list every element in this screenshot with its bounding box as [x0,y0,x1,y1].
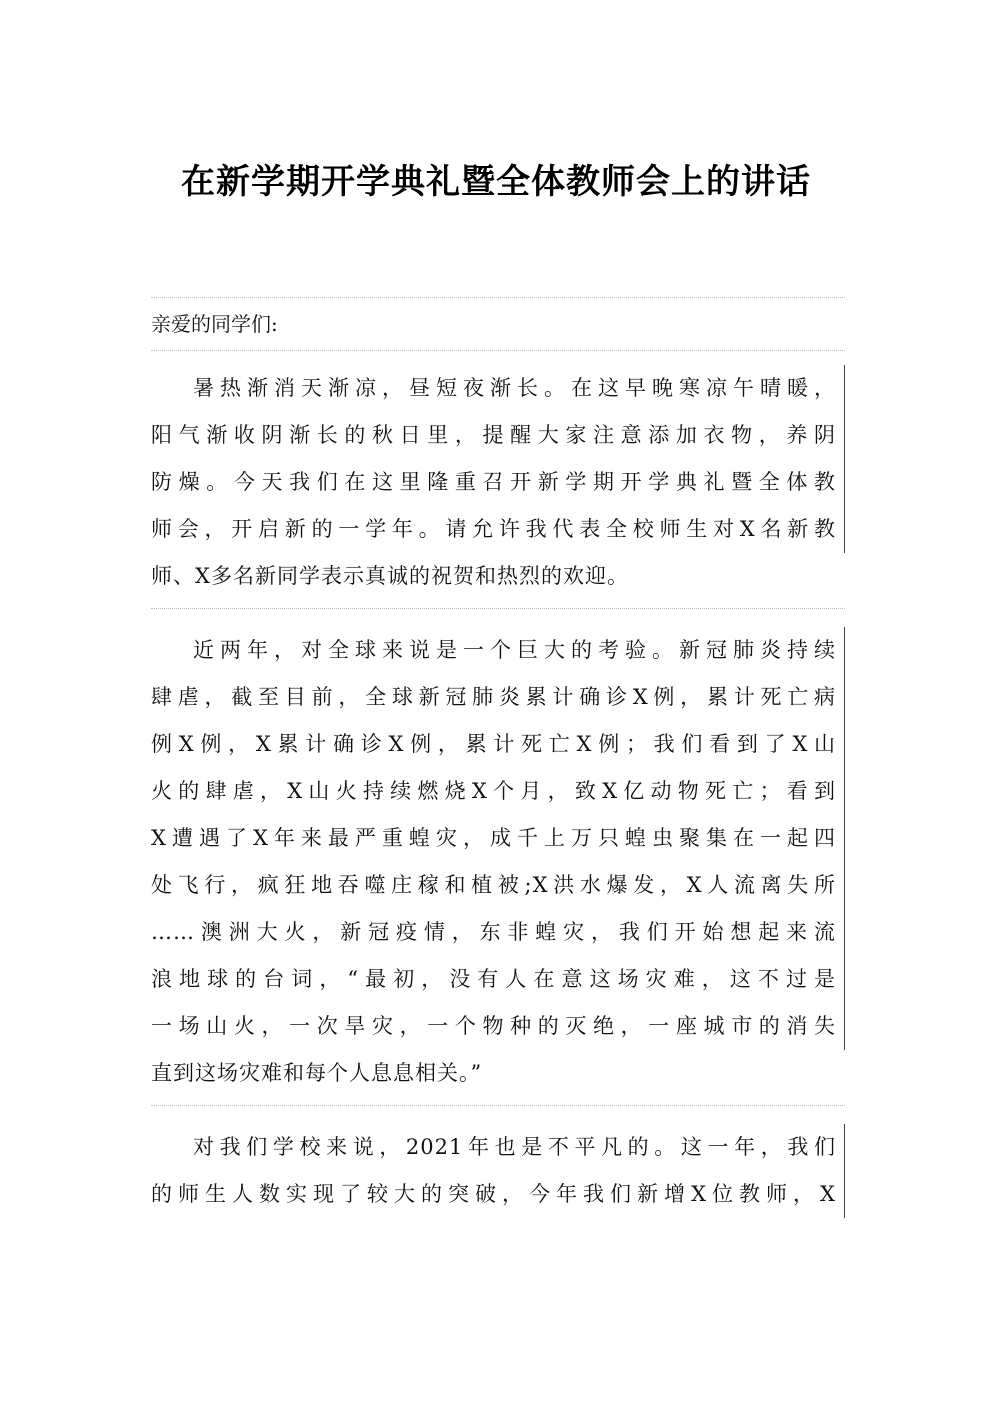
text-line: 例X例，X累计确诊X例，累计死亡X例；我们看到了X山 [151,721,845,768]
text-line: 师会，开启新的一学年。请允许我代表全校师生对X名新教 [151,506,845,553]
text-line: ……澳洲大火，新冠疫情，东非蝗灾，我们开始想起来流 [151,909,845,956]
document-body [151,297,845,1240]
text-line: 的师生人数实现了较大的突破，今年我们新增X位教师，X [151,1171,845,1218]
document-title: 在新学期开学典礼暨全体教师会上的讲话 [181,162,811,202]
paragraph-2 [151,623,845,1106]
text-line: 阳气渐收阴渐长的秋日里，提醒大家注意添加衣物，养阴 [151,412,845,459]
text-line: X遭遇了X年来最严重蝗灾，成千上万只蝗虫聚集在一起四 [151,815,845,862]
text-line: 肆虐，截至目前，全球新冠肺炎累计确诊X例，累计死亡病 [151,674,845,721]
text-line: 浪地球的台词，“最初，没有人在意这场灾难，这不过是 [151,956,845,1003]
text-line: 暑热渐消天渐凉，昼短夜渐长。在这早晚寒凉午晴暖， [151,365,845,412]
text-line: 直到这场灾难和每个人息息相关。” [151,1061,483,1085]
text-line: 对我们学校来说，2021年也是不平凡的。这一年，我们 [151,1124,845,1171]
greeting-line: 亲爱的同学们: [151,297,845,351]
text-line: 火的肆虐，X山火持续燃烧X个月，致X亿动物死亡；看到 [151,768,845,815]
text-line: 近两年，对全球来说是一个巨大的考验。新冠肺炎持续 [151,627,845,674]
paragraph-3 [151,1120,845,1226]
text-line: 防燥。今天我们在这里隆重召开新学期开学典礼暨全体教 [151,459,845,506]
text-line: 师、X多名新同学表示真诚的祝贺和热烈的欢迎。 [151,564,629,588]
paragraph-1 [151,361,845,609]
text-line: 处飞行，疯狂地吞噬庄稼和植被;X洪水爆发，X人流离失所 [151,862,845,909]
text-line: 一场山火，一次旱灾，一个物种的灭绝，一座城市的消失 [151,1003,845,1050]
